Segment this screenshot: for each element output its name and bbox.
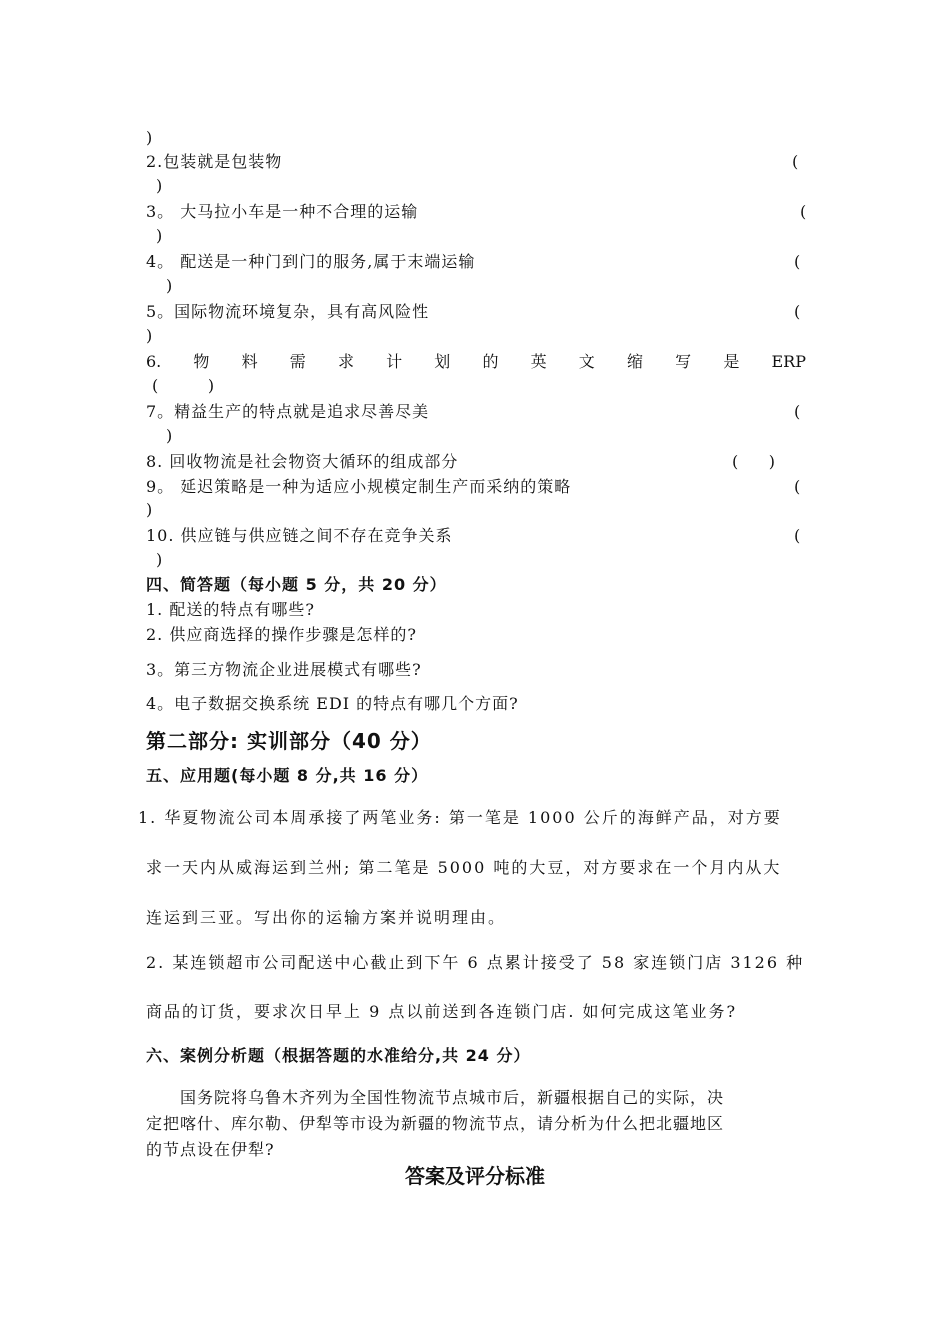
tf-q1-close-paren: ): [146, 128, 154, 147]
tf-q10-close-paren: ): [156, 550, 164, 569]
tf-q6-word: 需: [289, 352, 306, 371]
tf-q6-word: 写: [675, 352, 692, 371]
section-5-title: 五、应用题(每小题 8 分,共 16 分）: [146, 766, 429, 785]
tf-q6-word: 缩: [626, 352, 643, 371]
tf-question-7: 7。精益生产的特点就是追求尽善尽美: [146, 402, 430, 421]
tf-q3-open-paren: (: [800, 202, 807, 221]
tf-q5-open-paren: (: [794, 302, 801, 321]
application-q1-line-1: 1. 华夏物流公司本周承接了两笔业务: 第一笔是 1000 公斤的海鲜产品，对方要: [138, 808, 782, 827]
case-paragraph-line-3: 的节点设在伊犁?: [146, 1140, 275, 1159]
section-4-title: 四、简答题（每小题 5 分，共 20 分）: [146, 575, 447, 594]
tf-q7-close-paren: ): [166, 426, 174, 445]
case-paragraph-line-2: 定把喀什、库尔勒、伊犁等市设为新疆的物流节点，请分析为什么把北疆地区: [146, 1114, 725, 1133]
tf-q8-parens: ( ): [732, 452, 775, 471]
tf-q6-parens: ( ): [152, 376, 216, 395]
tf-q6-word: 文: [578, 352, 595, 371]
tf-q6-word: 划: [434, 352, 451, 371]
tf-question-2: 2.包装就是包装物: [146, 152, 283, 171]
tf-q4-open-paren: (: [794, 252, 801, 271]
tf-question-5: 5。国际物流环境复杂，具有高风险性: [146, 302, 430, 321]
tf-question-3: 3。 大马拉小车是一种不合理的运输: [146, 202, 419, 221]
short-answer-4: 4。电子数据交换系统 EDI 的特点有哪几个方面?: [146, 694, 519, 713]
tf-q3-close-paren: ): [156, 226, 164, 245]
tf-q6-word: ERP: [771, 352, 806, 371]
tf-q7-open-paren: (: [794, 402, 801, 421]
application-q2-line-1: 2. 某连锁超市公司配送中心截止到下午 6 点累计接受了 58 家连锁门店 3126 种: [146, 953, 805, 972]
application-q2-line-2: 商品的订货，要求次日早上 9 点以前送到各连锁门店. 如何完成这笔业务?: [146, 1002, 738, 1021]
application-q1-line-3: 连运到三亚。写出你的运输方案并说明理由。: [146, 908, 507, 927]
tf-q6-word: 是: [723, 352, 740, 371]
tf-q9-open-paren: (: [794, 477, 801, 496]
tf-q6-word: 的: [482, 352, 499, 371]
tf-question-9: 9。 延迟策略是一种为适应小规模定制生产而采纳的策略: [146, 477, 572, 496]
tf-question-10: 10. 供应链与供应链之间不存在竞争关系: [146, 526, 453, 545]
short-answer-3: 3。第三方物流企业进展模式有哪些?: [146, 660, 422, 679]
tf-q5-close-paren: ): [146, 326, 154, 345]
application-q1-line-2: 求一天内从威海运到兰州; 第二笔是 5000 吨的大豆，对方要求在一个月内从大: [146, 858, 782, 877]
tf-q6-word: 英: [530, 352, 547, 371]
part-2-title: 第二部分: 实训部分（40 分）: [146, 729, 432, 753]
tf-q6-word: 6.: [146, 352, 162, 371]
tf-q6-word: 料: [241, 352, 258, 371]
tf-q2-close-paren: ): [156, 176, 164, 195]
tf-q6-word: 计: [386, 352, 403, 371]
short-answer-1: 1. 配送的特点有哪些?: [146, 600, 315, 619]
tf-q6-word: 物: [193, 352, 210, 371]
section-6-title: 六、案例分析题（根据答题的水准给分,共 24 分）: [146, 1046, 531, 1065]
tf-q4-close-paren: ): [166, 276, 174, 295]
tf-question-8: 8. 回收物流是社会物资大循环的组成部分: [146, 452, 459, 471]
tf-q10-open-paren: (: [794, 526, 801, 545]
tf-q9-close-paren: ): [146, 500, 154, 519]
tf-q2-open-paren: (: [792, 152, 799, 171]
tf-question-6: [146, 352, 806, 372]
case-paragraph-line-1: 国务院将乌鲁木齐列为全国性物流节点城市后，新疆根据自己的实际，决: [180, 1088, 725, 1107]
tf-q6-word: 求: [337, 352, 354, 371]
short-answer-2: 2. 供应商选择的操作步骤是怎样的?: [146, 625, 417, 644]
answer-title: 答案及评分标准: [405, 1164, 545, 1188]
tf-question-4: 4。 配送是一种门到门的服务,属于末端运输: [146, 252, 476, 271]
